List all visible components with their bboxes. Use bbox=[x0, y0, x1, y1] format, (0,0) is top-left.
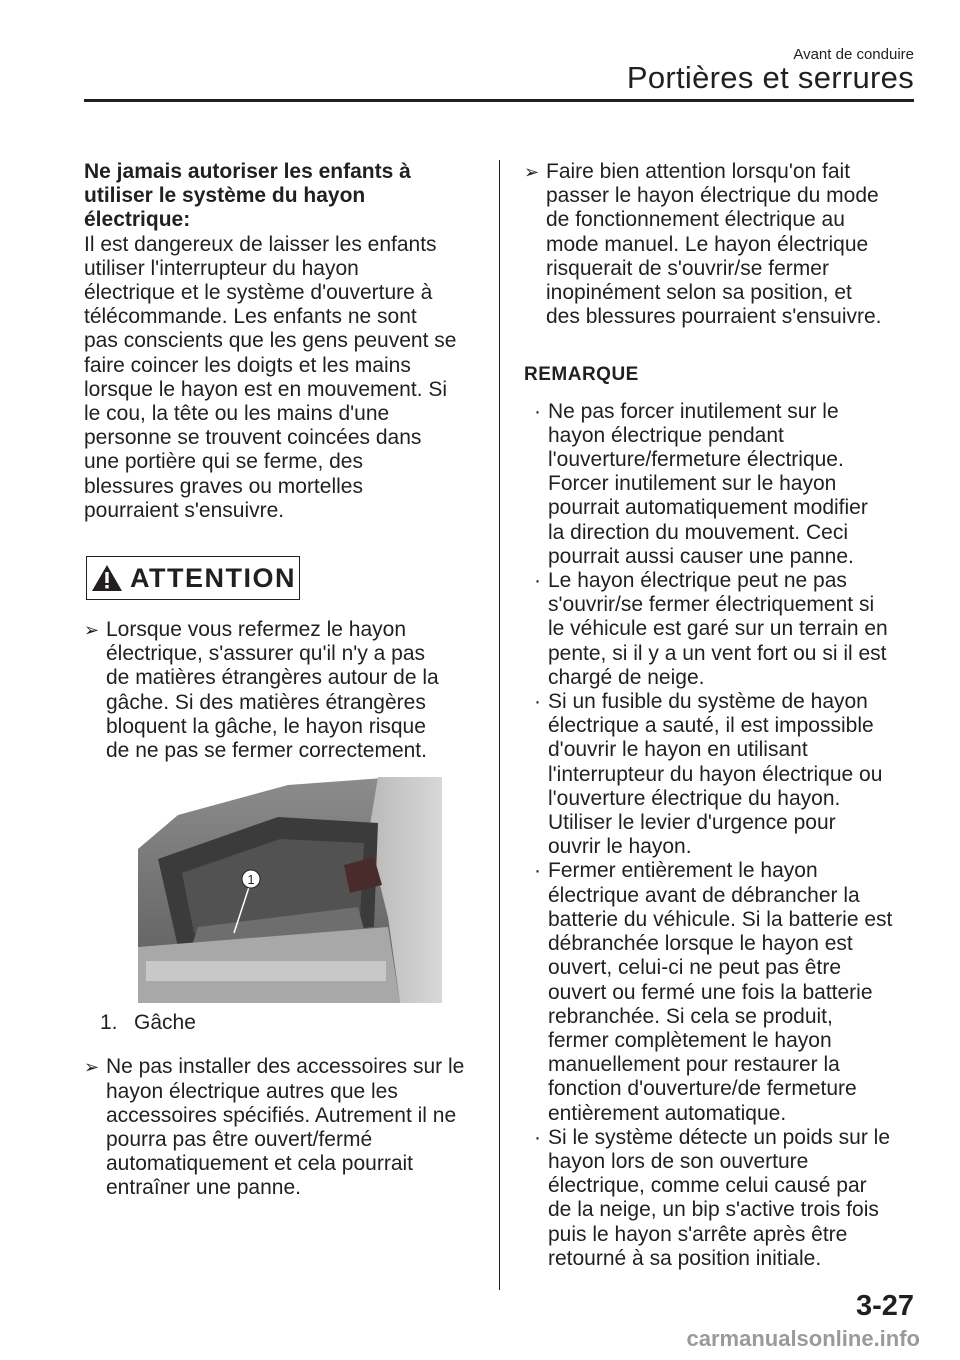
text-line: mode manuel. Le hayon électrique bbox=[546, 232, 869, 256]
text-line: entraîner une panne. bbox=[106, 1176, 301, 1200]
text-line: de la neige, un bip s'active trois fois bbox=[548, 1198, 879, 1222]
text-line: inopinément selon sa position, et bbox=[546, 281, 852, 305]
note-item bbox=[524, 400, 916, 569]
warning-heading bbox=[84, 160, 474, 233]
text-line: Forcer inutilement sur le hayon bbox=[548, 472, 837, 496]
text-line: s'ouvrir/se fermer électriquement si bbox=[548, 593, 875, 617]
bullet-item bbox=[84, 1055, 474, 1200]
text-line: électrique, s'assurer qu'il n'y a pas bbox=[106, 642, 426, 666]
text-line: automatiquement et cela pourrait bbox=[106, 1152, 414, 1176]
figure-caption bbox=[100, 1011, 474, 1035]
text-line: batterie du véhicule. Si la batterie est bbox=[548, 907, 893, 931]
text-line: d'ouvrir le hayon en utilisant bbox=[548, 738, 808, 762]
text-line: électrique a sauté, il est impossible bbox=[548, 714, 874, 738]
text-line: Ne pas installer des accessoires sur le bbox=[106, 1055, 465, 1079]
text-line: Le hayon électrique peut ne pas bbox=[548, 569, 847, 593]
header-section: Avant de conduire bbox=[793, 46, 914, 63]
text-line: accessoires spécifiés. Autrement il ne bbox=[106, 1103, 457, 1127]
text-line: chargé de neige. bbox=[548, 665, 705, 689]
text-line: l'ouverture électrique du hayon. bbox=[548, 786, 841, 810]
text-line: hayon lors de son ouverture bbox=[548, 1149, 809, 1173]
text-line: risquerait de s'ouvrir/se fermer bbox=[546, 256, 829, 280]
caption-text: Gâche bbox=[134, 1011, 196, 1035]
text-line: de ne pas se fermer correctement. bbox=[106, 739, 427, 763]
text-line: utiliser le système du hayon bbox=[84, 184, 366, 208]
dot-bullet-icon: · bbox=[534, 1125, 541, 1149]
text-line: ouvert, celui-ci ne peut pas être bbox=[548, 956, 841, 980]
text-line: électrique et le système d'ouverture à bbox=[84, 281, 433, 305]
text-line: fonction d'ouverture/de fermeture bbox=[548, 1077, 857, 1101]
warning-body bbox=[84, 233, 474, 523]
left-column bbox=[84, 160, 474, 1201]
right-column bbox=[524, 160, 916, 1271]
bullet-item bbox=[84, 618, 474, 763]
figure-callout-number: 1 bbox=[247, 872, 255, 888]
text-line: pas conscients que les gens peuvent se bbox=[84, 329, 457, 353]
text-line: lorsque le hayon est en mouvement. Si bbox=[84, 377, 448, 401]
text-line: pourrait aussi causer une panne. bbox=[548, 544, 854, 568]
text-line: Utiliser le levier d'urgence pour bbox=[548, 811, 836, 835]
text-line: une portière qui se ferme, des bbox=[84, 450, 363, 474]
text-line: de fonctionnement électrique au bbox=[546, 208, 845, 232]
text-line: la direction du mouvement. Ceci bbox=[548, 520, 848, 544]
header-rule bbox=[84, 99, 914, 102]
text-line: bloquent la gâche, le hayon risque bbox=[106, 714, 426, 738]
header-chapter-title: Portières et serrures bbox=[626, 60, 914, 95]
caption-number: 1. bbox=[100, 1011, 118, 1035]
text-line: électrique, comme celui causé par bbox=[548, 1174, 867, 1198]
text-line: hayon électrique autres que les bbox=[106, 1079, 398, 1103]
text-line: Lorsque vous refermez le hayon bbox=[106, 618, 406, 642]
text-line: Fermer entièrement le hayon bbox=[548, 859, 818, 883]
text-line: pourrait automatiquement modifier bbox=[548, 496, 868, 520]
text-line: puis le hayon s'arrête après être bbox=[548, 1222, 848, 1246]
attention-box bbox=[86, 556, 300, 600]
note-heading: REMARQUE bbox=[524, 364, 639, 386]
text-line: fermer complètement le hayon bbox=[548, 1028, 832, 1052]
text-line: retourné à sa position initiale. bbox=[548, 1246, 822, 1270]
text-line: pourra pas être ouvert/fermé bbox=[106, 1128, 373, 1152]
dot-bullet-icon: · bbox=[534, 569, 541, 593]
tailgate-figure bbox=[138, 777, 442, 1003]
text-line: des blessures pourraient s'ensuivre. bbox=[546, 305, 882, 329]
text-line: ouvert ou fermé une fois la batterie bbox=[548, 980, 873, 1004]
text-line: débranchée lorsque le hayon est bbox=[548, 932, 853, 956]
attention-label: ATTENTION bbox=[130, 562, 296, 593]
text-line: ouvrir le hayon. bbox=[548, 835, 692, 859]
text-line: Faire bien attention lorsqu'on fait bbox=[546, 160, 851, 183]
text-line: gâche. Si des matières étrangères bbox=[106, 690, 426, 714]
text-line: manuellement pour restaurer la bbox=[548, 1053, 840, 1077]
text-line: Ne pas forcer inutilement sur le bbox=[548, 399, 839, 423]
text-line: l'ouverture/fermeture électrique. bbox=[548, 448, 844, 472]
watermark[interactable]: carmanualsonline.info bbox=[686, 1326, 920, 1351]
text-line: Il est dangereux de laisser les enfants bbox=[84, 232, 437, 256]
text-line: Ne jamais autoriser les enfants à bbox=[84, 160, 411, 183]
note-item bbox=[524, 569, 916, 690]
text-line: Si le système détecte un poids sur le bbox=[548, 1125, 891, 1149]
text-line: personne se trouvent coincées dans bbox=[84, 426, 422, 450]
open-tailgate-illustration bbox=[138, 777, 442, 1003]
text-line: pourraient s'ensuivre. bbox=[84, 498, 285, 522]
text-line: blessures graves ou mortelles bbox=[84, 474, 363, 498]
dot-bullet-icon: · bbox=[534, 690, 541, 714]
arrow-bullet-icon: ➢ bbox=[84, 620, 100, 641]
text-line: passer le hayon électrique du mode bbox=[546, 184, 879, 208]
bullet-item bbox=[524, 160, 916, 329]
text-line: électrique: bbox=[84, 208, 191, 232]
text-line: le véhicule est garé sur un terrain en bbox=[548, 617, 888, 641]
dot-bullet-icon: · bbox=[534, 859, 541, 883]
text-line: électrique avant de débrancher la bbox=[548, 883, 860, 907]
page-number: 3-27 bbox=[855, 1290, 914, 1322]
text-line: télécommande. Les enfants ne sont bbox=[84, 305, 417, 329]
note-item bbox=[524, 1126, 916, 1271]
column-divider bbox=[499, 160, 500, 1290]
text-line: Si un fusible du système de hayon bbox=[548, 690, 868, 714]
note-item bbox=[524, 690, 916, 859]
text-line: entièrement automatique. bbox=[548, 1101, 787, 1125]
text-line: pente, si il y a un vent fort ou si il est bbox=[548, 641, 887, 665]
note-item bbox=[524, 859, 916, 1125]
text-line: le cou, la tête ou les mains d'une bbox=[84, 402, 390, 426]
dot-bullet-icon: · bbox=[534, 399, 541, 423]
warning-triangle-icon bbox=[90, 563, 124, 593]
text-line: faire coincer les doigts et les mains bbox=[84, 353, 411, 377]
text-line: rebranchée. Si cela se produit, bbox=[548, 1004, 833, 1028]
text-line: utiliser l'interrupteur du hayon bbox=[84, 256, 359, 280]
text-line: l'interrupteur du hayon électrique ou bbox=[548, 762, 883, 786]
text-line: hayon électrique pendant bbox=[548, 423, 784, 447]
arrow-bullet-icon: ➢ bbox=[84, 1057, 100, 1078]
text-line: de matières étrangères autour de la bbox=[106, 666, 439, 690]
arrow-bullet-icon: ➢ bbox=[524, 162, 540, 182]
